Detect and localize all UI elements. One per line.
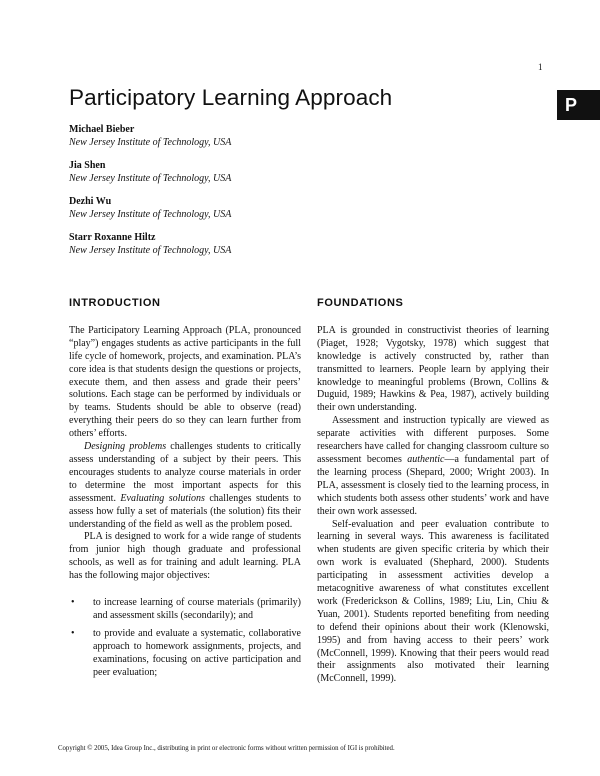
page-number: 1 — [538, 62, 543, 72]
list-item — [69, 628, 301, 680]
author-name: Michael Bieber — [69, 124, 135, 135]
paragraph-text: challenges students to critically assess understanding of a subject by their peers. This encourages students to analyze course materials in order to determine the most important aspects for this assessment. — [69, 441, 301, 504]
author-affiliation: New Jersey Institute of Technology, USA — [69, 209, 232, 220]
objectives-list — [69, 597, 301, 679]
author-entry — [69, 231, 489, 257]
introduction-heading: INTRODUCTION — [69, 297, 161, 309]
article-title: Participatory Learning Approach — [69, 85, 393, 110]
author-name: Dezhi Wu — [69, 196, 112, 207]
author-list — [69, 123, 489, 267]
foundations-paragraph: Self-evaluation and peer evaluation contribute to learning in several ways. This awareness is facilitated when students are given specific criteria by which their own work is evaluated (Shephard, 2000). Students participating in assessment activities develop a metacognitive awareness of what constitutes excellent work (Frederickson & Collins, 1989; Liu, Lin, Chiu & Yuan, 2001). Students reported benefiting from needing to defend their opinions about their work (Klenowski, 1995) and from having access to their peers’ work (McConnell, 1999). Knowing that their peers would read their assignments also motivated their learning (McConnell, 1999). — [317, 518, 549, 685]
list-item-text: to increase learning of course materials (primarily) and assessment skills (secondarily); and — [93, 597, 301, 621]
section-letter-tab: P — [557, 90, 600, 120]
foundations-paragraph: PLA is grounded in constructivist theories of learning (Piaget, 1928; Vygotsky, 1978) which suggest that knowledge is actively constructed by, rather than transmitted to learners. People learn by applying their knowledge to meaningful problems (Brown, Collins & Duguid, 1989; Hawkins & Pea, 1987), actively building their own understanding. — [317, 324, 549, 414]
author-affiliation: New Jersey Institute of Technology, USA — [69, 137, 232, 148]
list-item-text: to provide and evaluate a systematic, collaborative approach to homework assignments, projects, and examinations, focusing on active participation and peer evaluation; — [93, 627, 301, 678]
introduction-paragraph — [69, 441, 301, 531]
author-entry — [69, 159, 489, 185]
author-affiliation: New Jersey Institute of Technology, USA — [69, 173, 232, 184]
author-entry — [69, 123, 489, 149]
paragraph-text: —a fundamental part of the learning process (Shepard, 2000; Wright 2003). In PLA, assessment is closely tied to the learning process, in which students both assess other students’ work and have their own work assessed. — [317, 453, 549, 517]
introduction-paragraph: The Participatory Learning Approach (PLA, pronounced “play”) engages students as active participants in the full life cycle of homework, projects, and examination. PLA’s core idea is that students design the questions or projects, execute them, and then assess and grade their peers’ solutions. Each stage can be performed by individuals or by teams. Students should be able to observe (read) everything their peers do so they can learn further from others’ efforts. — [69, 324, 301, 440]
introduction-section — [69, 297, 301, 684]
emphasis-designing-problems: Designing problems — [84, 441, 167, 453]
foundations-heading: FOUNDATIONS — [317, 297, 404, 309]
introduction-paragraph: PLA is designed to work for a wide range of students from junior high though graduate and professional schools, as well as for training and adult learning. PLA has the following major objectives: — [69, 531, 301, 582]
author-entry — [69, 195, 489, 221]
foundations-paragraph — [317, 415, 549, 518]
author-affiliation: New Jersey Institute of Technology, USA — [69, 245, 232, 256]
author-name: Starr Roxanne Hiltz — [69, 232, 156, 243]
foundations-section — [317, 297, 549, 686]
bullet-icon: • — [71, 627, 75, 639]
paragraph-text: challenges students to assess how fully a set of materials (the solution) fits their understanding of the field as well as the problem posed. — [69, 492, 302, 530]
emphasis-evaluating-solutions: Evaluating solutions — [120, 492, 205, 504]
list-item — [69, 597, 301, 623]
paragraph-text: Assessment and instruction typically are viewed as separate activities with different purposes. Some researchers have called for changing classroom culture so assessment becomes — [317, 415, 549, 465]
author-name: Jia Shen — [69, 160, 106, 171]
bullet-icon: • — [71, 597, 75, 609]
copyright-footer: Copyright © 2005, Idea Group Inc., distributing in print or electronic forms without written permission of IGI is prohibited. — [58, 745, 395, 752]
emphasis-authentic: authentic — [407, 453, 445, 465]
